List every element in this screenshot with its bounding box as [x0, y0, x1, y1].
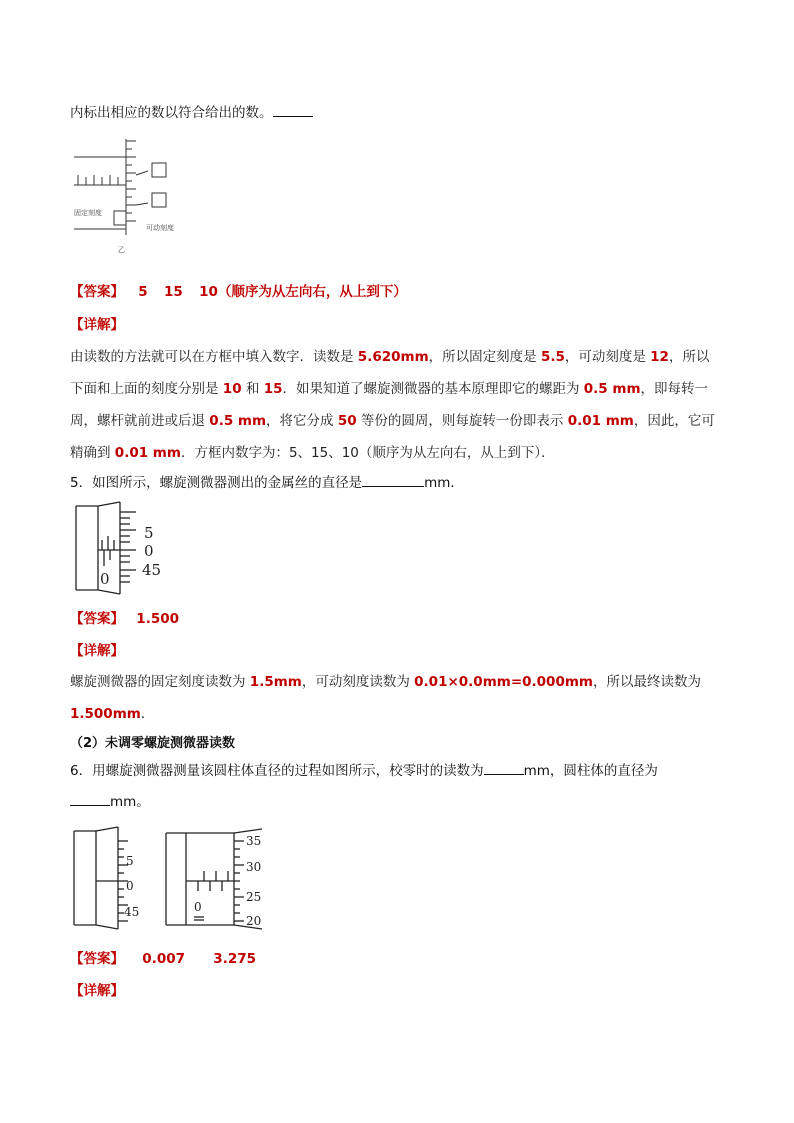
q4-answer-3: 10 — [199, 284, 218, 300]
detail-segment: ，即每转一周，螺杆就前进或后退 — [70, 381, 709, 429]
q5-detail-tag: 【详解】 — [70, 643, 124, 659]
highlighted-value: 15 — [263, 381, 283, 397]
highlighted-value: 50 — [337, 413, 357, 429]
fig1-movable-label: 可动刻度 — [146, 224, 174, 232]
fig2-label-5: 5 — [144, 524, 154, 542]
q5-answer-tag: 【答案】 — [70, 611, 124, 627]
q5-number: 5． — [70, 475, 93, 491]
q6-answer-1: 0.007 — [142, 951, 185, 967]
q5-answer — [70, 609, 179, 629]
highlighted-value: 1.5mm — [249, 674, 302, 690]
micrometer-figure-3b — [164, 825, 270, 931]
q6-answer-2: 3.275 — [213, 951, 256, 967]
q6-number: 6． — [70, 763, 93, 779]
q5-detail-text — [70, 666, 722, 730]
q4-answer — [70, 282, 407, 302]
q6-detail-tag: 【详解】 — [70, 983, 124, 999]
intro-blank — [273, 102, 313, 117]
detail-segment: 和 — [241, 381, 264, 397]
highlighted-value: 0.01 mm — [114, 445, 181, 461]
detail-segment: ，可动刻度读数为 — [301, 674, 415, 690]
detail-segment: ． — [140, 706, 155, 722]
highlighted-value: 0.01 mm — [567, 413, 634, 429]
q6-stem-a: 用螺旋测微器测量该圆柱体直径的过程如图所示，校零时的读数为 — [92, 763, 484, 779]
detail-segment: 由读数的方法就可以在方框中填入数字．读数是 — [70, 349, 358, 365]
fig3a-label-0: 0 — [126, 879, 134, 893]
detail-segment: ，将它分成 — [266, 413, 338, 429]
q5-stem-after: mm． — [424, 475, 464, 491]
q4-detail-text — [70, 341, 722, 469]
detail-segment: ，所以固定刻度是 — [428, 349, 541, 365]
highlighted-value: 0.5 mm — [209, 413, 267, 429]
section2-title: （2）未调零螺旋测微器读数 — [70, 736, 236, 751]
highlighted-value: 1.500mm — [70, 706, 141, 722]
q6-stem-c: mm。 — [110, 794, 150, 810]
micrometer-figure-1 — [70, 135, 190, 257]
fig3b-label-25: 25 — [246, 890, 262, 904]
intro-line — [70, 102, 313, 123]
detail-segment: 螺旋测微器的固定刻度读数为 — [70, 674, 250, 690]
detail-segment: ，可动刻度是 — [564, 349, 651, 365]
q6-blank-2 — [70, 791, 110, 806]
fig2-label-45: 45 — [142, 561, 162, 579]
detail-segment: 等份的圆周，则每旋转一份即表示 — [356, 413, 568, 429]
highlighted-value: 5.5 — [540, 349, 565, 365]
detail-segment: ，因此，它可精确到 — [70, 413, 715, 461]
highlighted-value: 10 — [222, 381, 242, 397]
detail-segment: ，所以下面和上面的刻度分别是 — [70, 349, 710, 397]
q6-answer-tag: 【答案】 — [70, 951, 124, 967]
highlighted-value: 5.620mm — [357, 349, 429, 365]
q5-stem-before: 如图所示，螺旋测微器测出的金属丝的直径是 — [92, 475, 363, 491]
q4-answer-2: 15 — [164, 284, 183, 300]
highlighted-value: 0.5 mm — [583, 381, 641, 397]
micrometer-figure-3a — [72, 825, 152, 931]
fig3b-label-35: 35 — [246, 834, 262, 848]
fig1-fixed-label: 固定刻度 — [74, 209, 102, 217]
q4-answer-1: 5 — [138, 284, 148, 300]
q4-detail-tag: 【详解】 — [70, 317, 124, 333]
fig3b-label-zero: 0 — [194, 900, 202, 914]
detail-segment: ．方框内数字为：5、15、10（顺序为从左向右，从上到下）． — [180, 445, 555, 461]
q5-stem — [70, 472, 464, 493]
fig1-caption: 乙 — [118, 246, 125, 254]
detail-segment: ，所以最终读数为 — [592, 674, 701, 690]
fig3b-label-20: 20 — [246, 914, 262, 928]
fig3a-label-45: 45 — [124, 905, 140, 919]
highlighted-value: 0.01×0.0mm=0.000mm — [414, 674, 593, 690]
q6-answer — [70, 949, 256, 969]
q5-blank — [362, 472, 424, 487]
fig3a-label-5: 5 — [126, 854, 134, 868]
q4-answer-tag: 【答案】 — [70, 284, 124, 300]
highlighted-value: 12 — [650, 349, 669, 365]
q6-stem-line1 — [70, 760, 658, 781]
q6-stem-b: mm，圆柱体的直径为 — [523, 763, 658, 779]
q6-stem-line2 — [70, 791, 150, 812]
fig2-label-zero: 0 — [100, 570, 110, 588]
micrometer-figure-2 — [72, 500, 182, 596]
q4-answer-note: （顺序为从左向右，从上到下） — [217, 284, 407, 300]
intro-text: 内标出相应的数以符合给出的数。 — [70, 105, 273, 121]
detail-segment: ．如果知道了螺旋测微器的基本原理即它的螺距为 — [282, 381, 584, 397]
fig2-label-0: 0 — [144, 542, 154, 560]
q5-answer-value: 1.500 — [136, 611, 179, 627]
fig3b-label-30: 30 — [246, 860, 262, 874]
q6-blank-1 — [484, 760, 524, 775]
